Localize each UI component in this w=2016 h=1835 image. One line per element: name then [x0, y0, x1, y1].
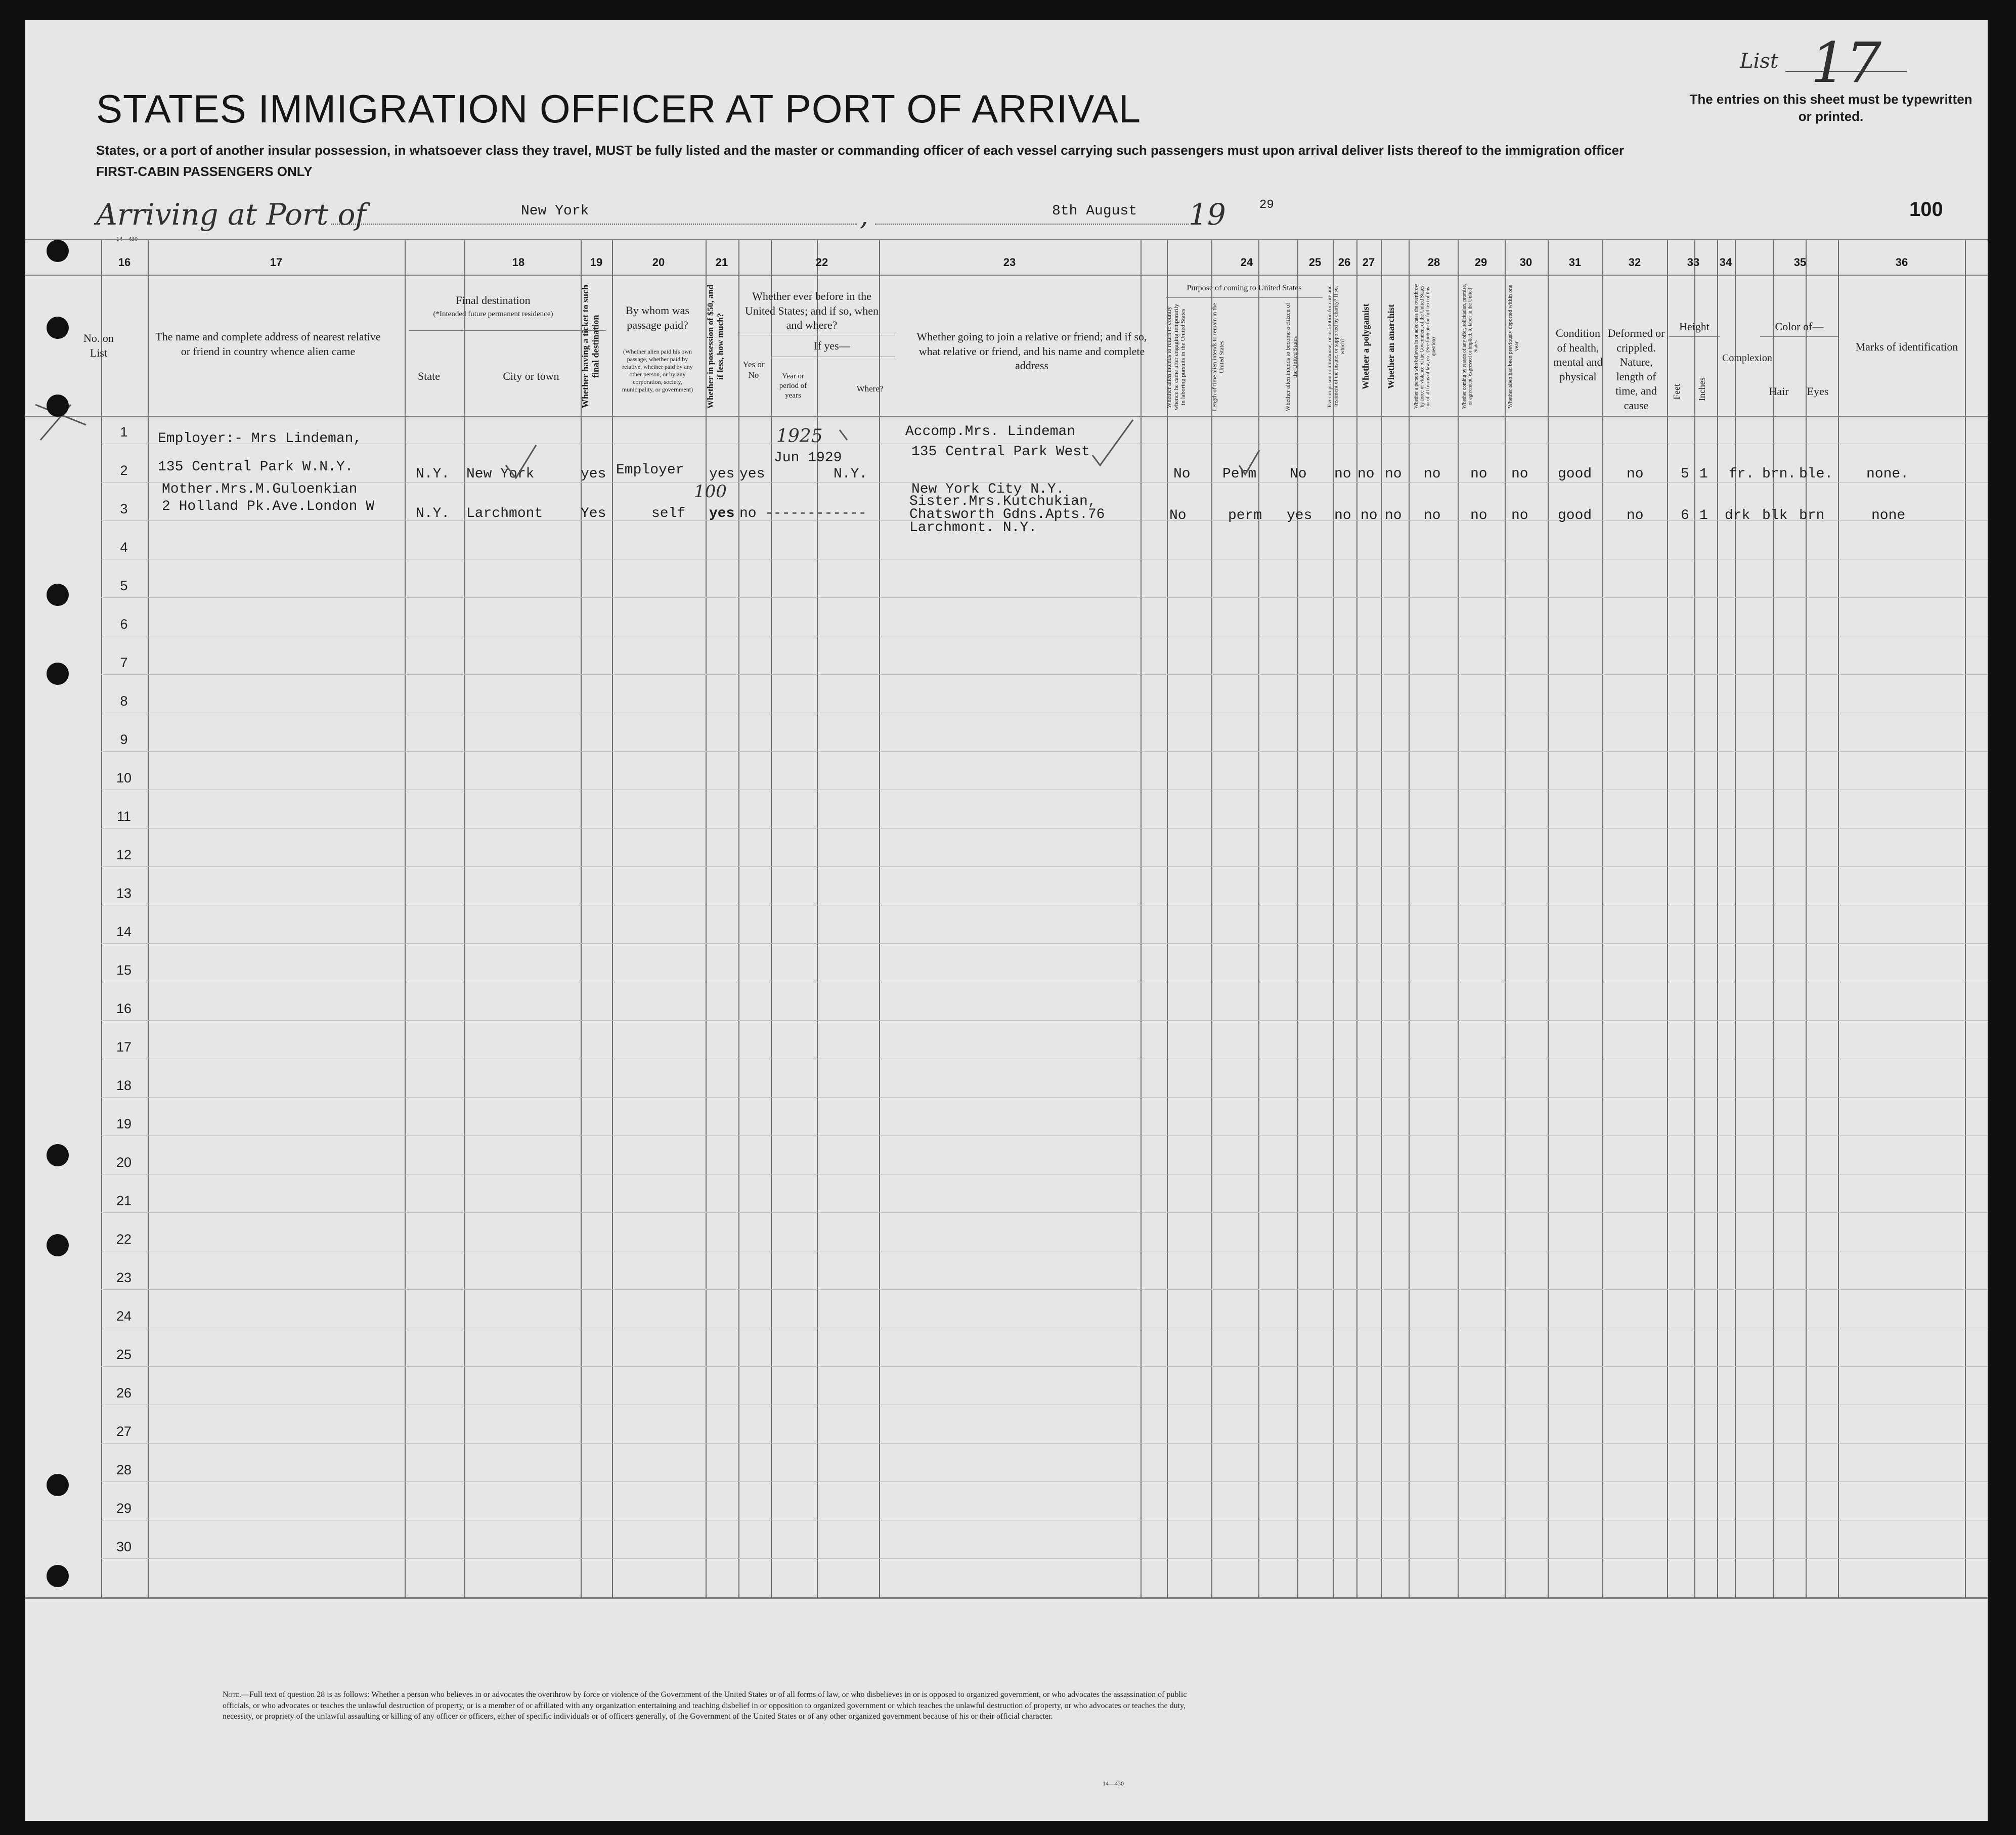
row2-relative-line1: Mother.Mrs.M.Guloenkian	[162, 482, 358, 497]
column-number: 18	[512, 256, 525, 269]
hdr-purpose-c: Whether alien intends to become a citizen of the United States	[1284, 302, 1298, 412]
column-number: 35	[1793, 256, 1807, 269]
hdr-final-destination-note: (*Intended future permanent residence)	[433, 310, 553, 318]
column-number: 25	[1308, 256, 1322, 269]
row2-join-line3: Larchmont. N.Y.	[909, 520, 1037, 536]
punch-hole	[47, 1565, 69, 1587]
row-number: 28	[116, 1462, 132, 1477]
check-marks	[25, 20, 1988, 1821]
row-number: 4	[120, 540, 128, 555]
year-suffix: 29	[1259, 198, 1274, 212]
column-number: 33	[1687, 256, 1700, 269]
punch-hole	[47, 317, 69, 339]
hdr-by-whom: By whom was passage paid?	[626, 304, 689, 331]
footnote-text: —Full text of question 28 is as follows: Whether a person who believes in or advocates the overthrow by force or violence of the Government of the United States or of all forms of law, or who disbelieves in or is opposed to organized government, or who advocates the assassination of public officials, or who advocates or teaches the unlawful destruction of property, or is a member of or affiliated with any organization entertaining and teaching disbelief in or opposition to organized government or which teaches the unlawful destruction of property, or who advocates or teaches the duty, necessity, or propriety of the unlawful assaulting or killing of any officer or officers, either of specific individuals or of officers generally, of the Government of the United States or of any other organized government because of his or their official character.	[223, 1690, 1187, 1721]
manifest-sheet	[25, 20, 1988, 1821]
row-number: 15	[116, 963, 132, 978]
row2-length: perm	[1228, 508, 1262, 523]
row2-before-dash: ------------	[765, 506, 867, 521]
hdr-no-on-list: No. on List	[83, 332, 114, 359]
port-value: New York	[521, 203, 589, 219]
row-number: 20	[116, 1155, 132, 1170]
column-number: 21	[715, 256, 728, 269]
row-number: 29	[116, 1501, 132, 1516]
column-number: 32	[1628, 256, 1641, 269]
footnote-label: Note.	[223, 1690, 241, 1699]
row1-hair: brn.	[1762, 466, 1796, 482]
row2-complexion: drk	[1725, 508, 1750, 523]
hdr-condition: Condition of health, mental and physical	[1553, 327, 1603, 383]
punch-hole	[47, 240, 69, 262]
column-number: 29	[1474, 256, 1487, 269]
row2-state: N.Y.	[416, 506, 450, 521]
row1-complexion: fr.	[1729, 466, 1755, 482]
comma-1: ,	[860, 201, 868, 232]
punch-hole	[47, 395, 69, 417]
row1-deformed: no	[1627, 466, 1644, 482]
hdr-join-relative: Whether going to join a relative or friend; and if so, what relative or friend, and his name and complete address	[916, 330, 1147, 372]
column-number: 26	[1338, 256, 1351, 269]
row-number: 17	[116, 1039, 132, 1055]
row2-anarchist: no	[1385, 508, 1402, 523]
hdr-contract: Whether coming by reason of any offer, solicitation, promise, or agreement, expressed or implied, to labor in the United States	[1462, 284, 1479, 409]
row2-relative-line2: 2 Holland Pk.Ave.London W	[162, 499, 375, 514]
row-number: 26	[116, 1385, 132, 1401]
row1-prison: no	[1334, 466, 1351, 482]
footnote	[223, 1689, 1209, 1722]
year-prefix: 19	[1189, 197, 1226, 232]
row1-deported: no	[1511, 466, 1528, 482]
column-number: 20	[652, 256, 665, 269]
list-number: 17	[1811, 30, 1881, 95]
hdr-marks: Marks of identification	[1855, 340, 1958, 353]
row1-health: good	[1558, 466, 1592, 482]
hdr-final-destination: Final destination	[456, 294, 531, 307]
row1-contract: no	[1470, 466, 1487, 482]
column-number: 16	[118, 256, 131, 269]
row-number: 11	[116, 809, 132, 824]
row2-eyes: brn	[1799, 508, 1825, 523]
row2-deported: no	[1511, 508, 1528, 523]
row2-before: no	[739, 506, 757, 521]
hdr-color-of: Color of—	[1775, 320, 1824, 333]
column-number: 17	[270, 256, 283, 269]
entries-note: The entries on this sheet must be typewritten or printed.	[1689, 92, 1973, 124]
row2-feet: 6	[1681, 508, 1689, 523]
row1-length: Perm	[1222, 466, 1257, 482]
hdr-overthrow: Whether a person who believes in or advocates the overthrow by force or violence of the Government of the United States or of all forms of law, etc. (See footnote for full text of this question)	[1414, 284, 1437, 409]
row1-relative-line1: Employer:- Mrs Lindeman,	[158, 431, 362, 447]
punch-hole	[47, 1144, 69, 1166]
punch-hole	[47, 584, 69, 606]
row2-ticket: Yes	[581, 506, 606, 521]
hdr-by-whom-note: (Whether alien paid his own passage, whether paid by relative, whether paid by any other person, or by any corporation, society, municipality, or government)	[622, 348, 693, 393]
hdr-prison: Ever in prison or almshouse, or institution for care and treatment of the insane, or supported by charity? If so, which?	[1327, 285, 1346, 408]
row2-prison: no	[1334, 508, 1351, 523]
punch-hole	[47, 663, 69, 685]
hdr-nearest-relative: The name and complete address of nearest relative or friend in country whence alien came	[155, 330, 381, 358]
row1-before: yes	[739, 466, 765, 482]
row1-return: No	[1173, 466, 1191, 482]
row1-before-year-hand: 1925	[776, 426, 823, 447]
row2-inches: 1	[1699, 508, 1708, 523]
column-number: 24	[1240, 256, 1253, 269]
row1-overthrow: no	[1424, 466, 1441, 482]
hdr-anarchist: Whether an anarchist	[1386, 304, 1396, 389]
hdr-purpose-b: Length of time alien intends to remain in the United States	[1211, 303, 1225, 411]
row1-possession: yes	[709, 466, 735, 482]
column-number: 36	[1895, 256, 1908, 269]
row-number: 16	[116, 1001, 132, 1016]
row2-deformed: no	[1627, 508, 1644, 523]
hdr-purpose: Purpose of coming to United States	[1187, 284, 1302, 292]
join-check	[1092, 420, 1133, 465]
hdr-complexion: Complexion	[1722, 353, 1772, 364]
row1-marks: none.	[1866, 466, 1909, 482]
row1-inches: 1	[1699, 466, 1708, 482]
hdr-feet: Feet	[1672, 384, 1682, 400]
hdr-eyes: Eyes	[1807, 385, 1829, 398]
row-number: 1	[120, 424, 128, 440]
row-number: 2	[120, 463, 128, 478]
row-number: 22	[116, 1232, 132, 1247]
year-mark	[840, 430, 847, 440]
hdr-height: Height	[1679, 320, 1710, 333]
row-number: 6	[120, 617, 128, 632]
row2-health: good	[1558, 508, 1592, 523]
hdr-deformed: Deformed or crippled. Nature, length of time, and cause	[1607, 327, 1665, 412]
hdr-state: State	[418, 370, 440, 382]
row-number: 12	[116, 847, 132, 862]
hdr-yes-no: Yes or No	[742, 360, 765, 380]
row-number: 24	[116, 1308, 132, 1324]
list-label: List	[1740, 50, 1778, 73]
row2-marks: none	[1871, 508, 1906, 523]
arriving-label: Arriving at Port of	[96, 197, 366, 232]
hdr-hair: Hair	[1769, 385, 1789, 398]
row-number: 10	[116, 770, 132, 785]
row-number: 5	[120, 578, 128, 593]
hdr-purpose-a: Whether alien intends to return to country whence he came after engaging temporarily in laboring pursuits in the United States	[1165, 303, 1187, 411]
row1-ticket: yes	[581, 466, 606, 482]
row1-anarchist: no	[1385, 466, 1402, 482]
row1-relative-line2: 135 Central Park W.N.Y.	[158, 459, 354, 475]
column-number: 23	[1003, 256, 1016, 269]
row1-before-year: Jun 1929	[774, 450, 842, 466]
row1-before-where: N.Y.	[834, 466, 868, 482]
row1-eyes: ble.	[1799, 466, 1833, 482]
row2-polygamist: no	[1361, 508, 1378, 523]
row2-city: Larchmont	[466, 506, 543, 521]
hdr-possession: Whether in possession of $50, and if less, how much?	[706, 284, 725, 409]
punch-hole	[47, 1474, 69, 1496]
row-number: 21	[116, 1193, 132, 1208]
column-number: 34	[1719, 256, 1732, 269]
row1-state: N.Y.	[416, 466, 450, 482]
row2-paid-by: self	[651, 506, 686, 521]
city-check	[506, 445, 536, 478]
row1-citizen: No	[1290, 466, 1307, 482]
row-number: 8	[120, 693, 128, 709]
hdr-year-period: Year or period of years	[779, 372, 807, 400]
row1-city: New York	[466, 466, 535, 482]
row1-feet: 5	[1681, 466, 1689, 482]
punch-hole	[47, 1234, 69, 1256]
hdr-polygamist: Whether a polygamist	[1361, 303, 1371, 389]
column-number: 30	[1519, 256, 1532, 269]
row2-contract: no	[1470, 508, 1487, 523]
row2-citizen: yes	[1287, 508, 1312, 523]
row1-join-line3: New York City N.Y.	[911, 482, 1065, 497]
row-number: 14	[116, 924, 132, 939]
form-title: STATES IMMIGRATION OFFICER AT PORT OF ARRIVAL	[96, 86, 1142, 131]
row-number: 19	[116, 1116, 132, 1131]
row2-possession: yes	[709, 506, 735, 521]
row-number: 7	[120, 655, 128, 670]
row-number: 27	[116, 1424, 132, 1439]
row2-join-line1: Sister.Mrs.Kutchukian,	[909, 494, 1097, 509]
column-number: 27	[1362, 256, 1375, 269]
hdr-where: Where?	[856, 384, 884, 394]
hdr-ticket: Whether having a ticket to such final destination	[580, 284, 601, 409]
row1-join-line1: Accomp.Mrs. Lindeman	[905, 424, 1076, 440]
row-number: 18	[116, 1078, 132, 1093]
row2-possession-hand: 100	[694, 482, 727, 502]
row-number: 25	[116, 1347, 132, 1362]
column-number: 22	[815, 256, 828, 269]
length-check	[1239, 450, 1259, 474]
hdr-city: City or town	[503, 370, 559, 382]
form-subtitle: States, or a port of another insular possession, in whatsoever class they travel, MUST be fully listed and the master or commanding officer of each vessel carrying such passengers must upon arrival deliver lists thereof to the immigration officer	[96, 143, 1625, 158]
class-label: FIRST-CABIN PASSENGERS ONLY	[96, 164, 313, 179]
row1-join-line2: 135 Central Park West	[911, 444, 1090, 460]
row-number: 30	[116, 1539, 132, 1554]
row-number: 3	[120, 501, 128, 516]
hdr-deported: Whether alien had been previously deported within one year	[1507, 284, 1520, 409]
hdr-inches: Inches	[1697, 377, 1707, 402]
row1-polygamist: no	[1357, 466, 1375, 482]
row-number: 13	[116, 886, 132, 901]
row2-hair: blk	[1762, 508, 1788, 523]
hdr-ever-before: Whether ever before in the United States; and if so, when and where?	[745, 290, 879, 332]
footnote-code: 14—430	[1103, 1780, 1124, 1787]
column-number: 31	[1568, 256, 1582, 269]
page-number: 100	[1909, 198, 1943, 221]
column-number: 19	[590, 256, 603, 269]
column-number: 28	[1427, 256, 1440, 269]
row-number: 23	[116, 1270, 132, 1285]
row2-overthrow: no	[1424, 508, 1441, 523]
row-number: 9	[120, 732, 128, 747]
row2-join-line2: Chatsworth Gdns.Apts.76	[909, 507, 1105, 522]
date-value: 8th August	[1052, 203, 1137, 219]
hdr-if-yes: If yes—	[814, 339, 850, 352]
row1-paid-by: Employer	[616, 462, 684, 478]
row2-return: No	[1169, 508, 1187, 523]
